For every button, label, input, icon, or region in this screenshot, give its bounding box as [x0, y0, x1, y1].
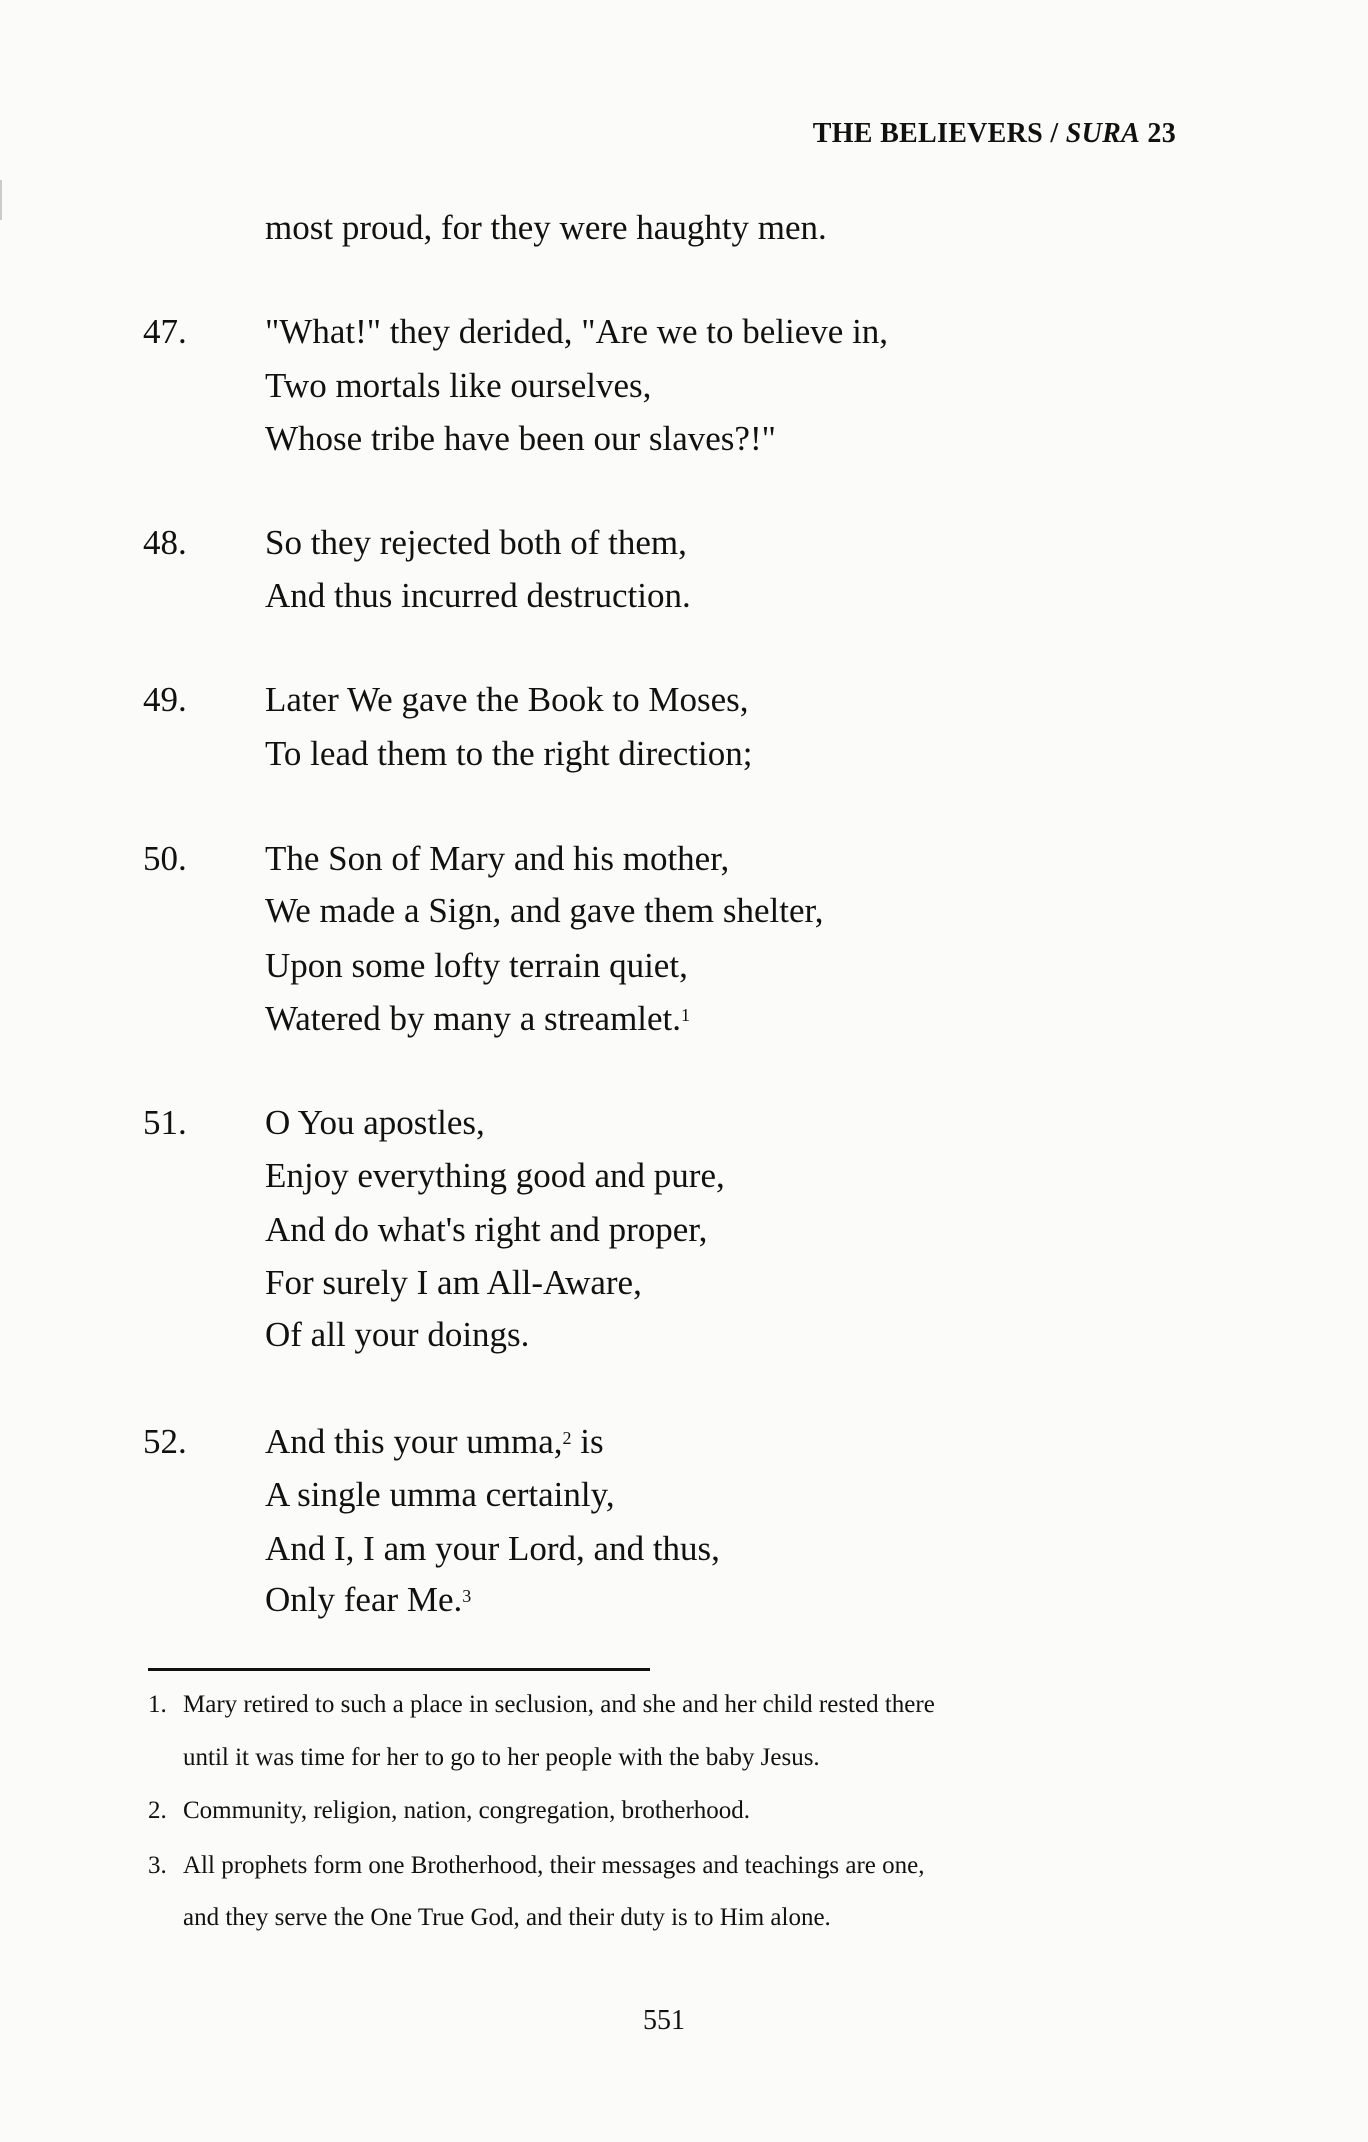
verse-line: [265, 999, 690, 1039]
verse-line: So they rejected both of them,: [265, 523, 687, 562]
verse-line: And do what's right and proper,: [265, 1210, 708, 1249]
verse-line: Of all your doings.: [265, 1315, 530, 1354]
verse-line: To lead them to the right direction;: [265, 734, 753, 773]
footnote-number: 1.: [148, 1691, 167, 1718]
verse-line: Later We gave the Book to Moses,: [265, 680, 749, 719]
verse-number: 52.: [143, 1422, 187, 1461]
footnote-text: until it was time for her to go to her people with the baby Jesus.: [183, 1744, 820, 1771]
verse-line: A single umma certainly,: [265, 1475, 615, 1514]
footnote-ref[interactable]: 3: [462, 1586, 472, 1606]
verse-number: 48.: [143, 523, 187, 562]
verse-number: 51.: [143, 1103, 187, 1142]
header-title: THE BELIEVERS /: [812, 118, 1066, 149]
verse-line-text: And this your umma,: [265, 1422, 563, 1461]
header-sura-number: 23: [1140, 118, 1176, 149]
footnote-text: Community, religion, nation, congregation, brotherhood.: [183, 1797, 751, 1824]
page-number: 551: [643, 2005, 685, 2036]
footnote-text: All prophets form one Brotherhood, their messages and teachings are one,: [183, 1852, 925, 1879]
verse-line: O You apostles,: [265, 1103, 485, 1142]
verse-line: The Son of Mary and his mother,: [265, 839, 730, 878]
footnote-divider: [148, 1668, 650, 1671]
footnote-number: 3.: [148, 1852, 167, 1879]
verse-number: 47.: [143, 312, 187, 351]
scan-edge-mark: [0, 180, 2, 220]
verse-line: For surely I am All-Aware,: [265, 1263, 642, 1302]
verse-line: "What!" they derided, "Are we to believe in,: [265, 312, 889, 351]
footnote-text: and they serve the One True God, and their duty is to Him alone.: [183, 1904, 831, 1931]
verse-line-text: Only fear Me.: [265, 1580, 463, 1619]
header-sura-label: SURA: [1065, 118, 1141, 149]
verse-line: [265, 1422, 604, 1462]
footnote-ref[interactable]: 2: [562, 1428, 572, 1448]
verse-number: 49.: [143, 680, 187, 719]
verse-line: And I, I am your Lord, and thus,: [265, 1529, 720, 1568]
verse-line: Two mortals like ourselves,: [265, 366, 652, 405]
footnote-text: Mary retired to such a place in seclusion, and she and her child rested there: [183, 1691, 935, 1718]
verse-line: Upon some lofty terrain quiet,: [265, 946, 688, 985]
continuation-line: most proud, for they were haughty men.: [265, 208, 827, 247]
verse-line: [265, 1580, 471, 1620]
running-header: [813, 118, 1176, 150]
verse-number: 50.: [143, 839, 187, 878]
verse-line: Whose tribe have been our slaves?!": [265, 419, 776, 458]
verse-line-text: is: [571, 1422, 604, 1461]
footnote-number: 2.: [148, 1797, 167, 1824]
verse-line-text: Watered by many a streamlet.: [265, 999, 682, 1038]
verse-line: Enjoy everything good and pure,: [265, 1156, 725, 1195]
verse-line: And thus incurred destruction.: [265, 576, 691, 615]
verse-line: We made a Sign, and gave them shelter,: [265, 891, 824, 930]
footnote-ref[interactable]: 1: [681, 1005, 691, 1025]
